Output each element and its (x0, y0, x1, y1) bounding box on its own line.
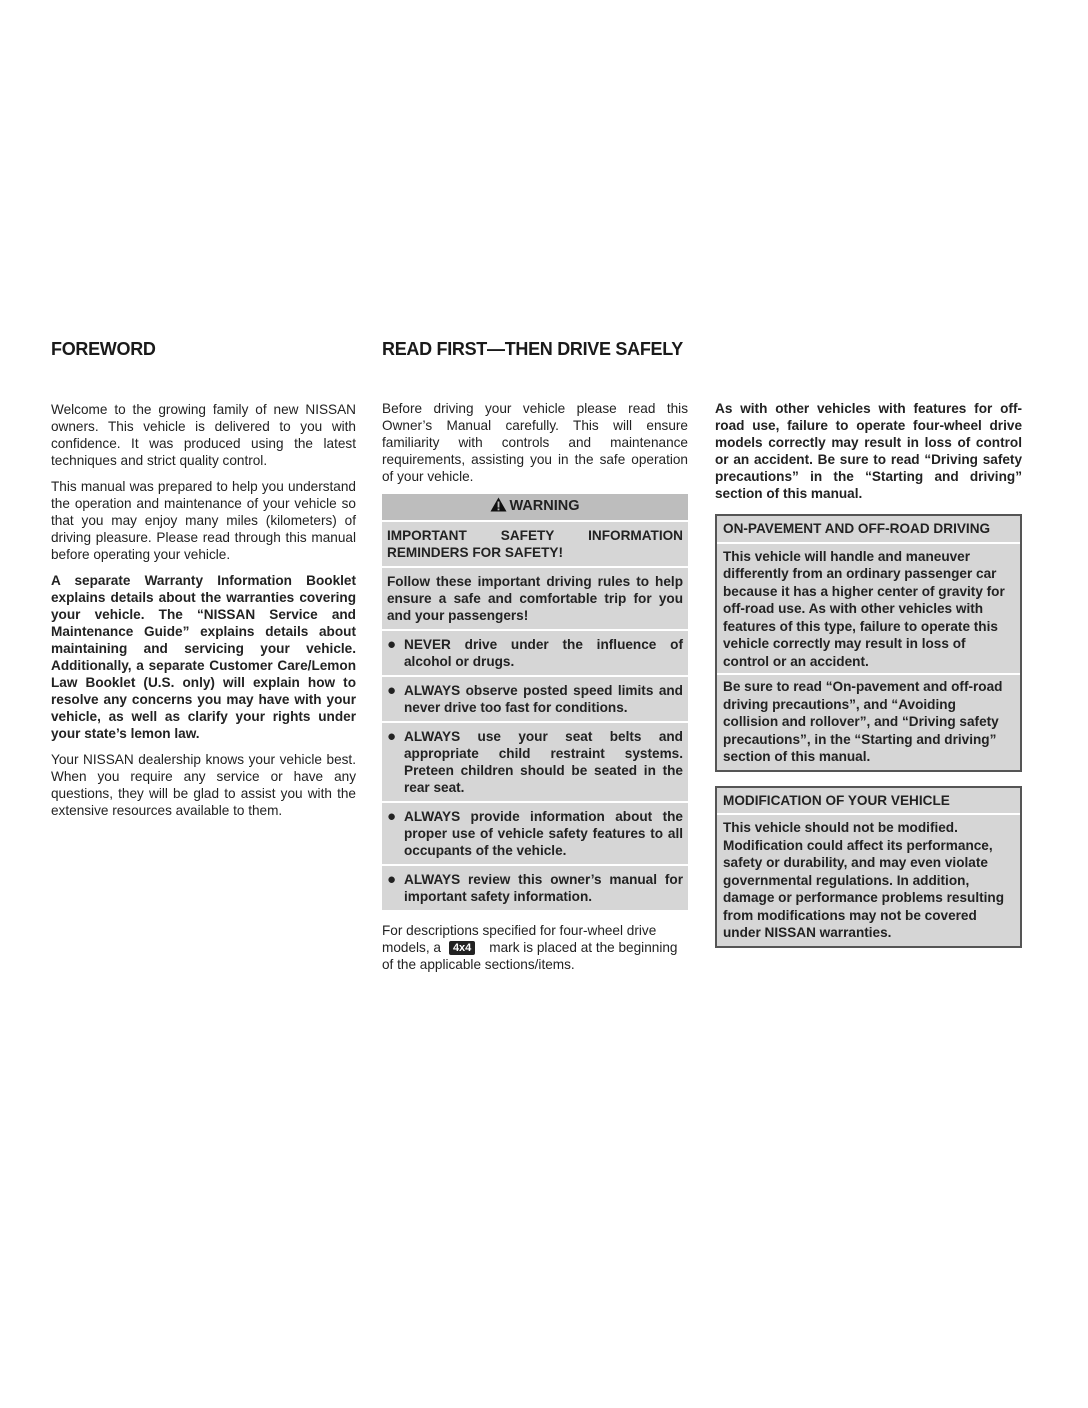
modification-body (717, 815, 1020, 946)
bullet-dot-icon: ● (387, 728, 397, 745)
read-first-heading: READ FIRST—THEN DRIVE SAFELY (382, 339, 683, 359)
warning-box (382, 494, 688, 910)
warning-bullet-text: NEVER drive under the influence of alcohol or drugs. (404, 637, 683, 669)
warning-lead: Follow these important driving rules to help ensure a safe and comfortable trip for you and your passengers! (382, 566, 688, 629)
on-pavement-paragraph-2: Be sure to read “On-pavement and off-road driving precautions”, and “Avoiding collision and rollover”, and “Driving safety precautions”, in the “Starting and driving” section of this manual. (723, 679, 1003, 764)
warning-bullet-text: ALWAYS observe posted speed limits and never drive too fast for conditions. (404, 683, 683, 715)
warning-bullet-text: ALWAYS provide information about the proper use of vehicle safety features to all occupants of the vehicle. (404, 809, 683, 858)
read-first-intro: Before driving your vehicle please read this Owner’s Manual carefully. This will ensure familiarity with controls and maintenance requirements, assisting you in the safe operation of your vehicle. (382, 401, 688, 484)
warning-title: WARNING (509, 498, 580, 514)
foreword-paragraph-2: This manual was prepared to help you understand the operation and maintenance of your vehicle so that you may enjoy many miles (kilometers) of driving pleasure. Please read through this manual before operating your vehicle. (51, 479, 356, 562)
four-wheel-note-after: mark is placed at the beginning of the applicable sections/items. (382, 940, 678, 972)
on-pavement-title: ON-PAVEMENT AND OFF-ROAD DRIVING (717, 516, 1020, 544)
four-wheel-drive-note (382, 922, 688, 973)
offroad-paragraph: As with other vehicles with features for off-road use, failure to operate four-wheel drive models correctly may result in loss of control or an accident. Be sure to read “Driving safety precautions” in the “Starting and driving” section of this manual. (715, 401, 1022, 501)
read-first-column (382, 400, 688, 982)
warning-bullet (382, 629, 688, 675)
bullet-dot-icon: ● (387, 682, 397, 699)
modification-box (715, 786, 1022, 948)
foreword-paragraph-4: Your NISSAN dealership knows your vehicle best. When you require any service or have any questions, they will be glad to assist you with the extensive resources available to them. (51, 752, 356, 818)
bullet-dot-icon: ● (387, 808, 397, 825)
warning-bullet-text: ALWAYS use your seat belts and appropriate child restraint systems. Preteen children should be seated in the rear seat. (404, 729, 683, 795)
foreword-paragraph-3: A separate Warranty Information Booklet explains details about the warranties covering your vehicle. The “NISSAN Service and Maintenance Guide” explains details about maintaining and servicing your vehicle. Additionally, a separate Customer Care/Lemon Law Booklet (U.S. only) will explain how to resolve any concerns you may have with your vehicle, as well as clarify your rights under your state’s lemon law. (51, 573, 356, 741)
warning-bullet (382, 675, 688, 721)
modification-title: MODIFICATION OF YOUR VEHICLE (717, 788, 1020, 816)
bullet-dot-icon: ● (387, 636, 397, 653)
on-pavement-paragraph-1: This vehicle will handle and maneuver differently from an ordinary passenger car because it has a higher center of gravity for off-road use. As with other vehicles with features of this type, failure to operate this vehicle correctly may result in loss of control or an accident. (723, 548, 1005, 669)
on-pavement-box (715, 514, 1022, 772)
divider (717, 673, 1020, 675)
four-wheel-note-before: For descriptions specified for four-wheel drive models, a (382, 923, 657, 955)
warning-triangle-icon (490, 497, 507, 517)
on-pavement-body (717, 544, 1020, 770)
foreword-paragraph-1: Welcome to the growing family of new NISSAN owners. This vehicle is delivered to you with confidence. It was produced using the latest techniques and strict quality control. (51, 402, 356, 468)
warning-bullet (382, 721, 688, 801)
foreword-column (51, 401, 356, 828)
modification-paragraph: This vehicle should not be modified. Modification could affect its performance, safety or durability, and may even violate governmental regulations. In addition, damage or performance problems resulting from modifications may not be covered under NISSAN warranties. (723, 820, 1005, 940)
foreword-heading: FOREWORD (51, 339, 156, 359)
warning-bullet (382, 801, 688, 864)
right-column (715, 400, 1022, 962)
bullet-dot-icon: ● (387, 871, 397, 888)
warning-subtitle: IMPORTANT SAFETY INFORMATION REMINDERS FOR SAFETY! (382, 520, 688, 566)
warning-bullet-text: ALWAYS review this owner’s manual for important safety information. (404, 872, 683, 904)
four-by-four-badge-icon: 4x4 (449, 941, 475, 955)
warning-header (382, 494, 688, 520)
warning-bullet (382, 864, 688, 910)
